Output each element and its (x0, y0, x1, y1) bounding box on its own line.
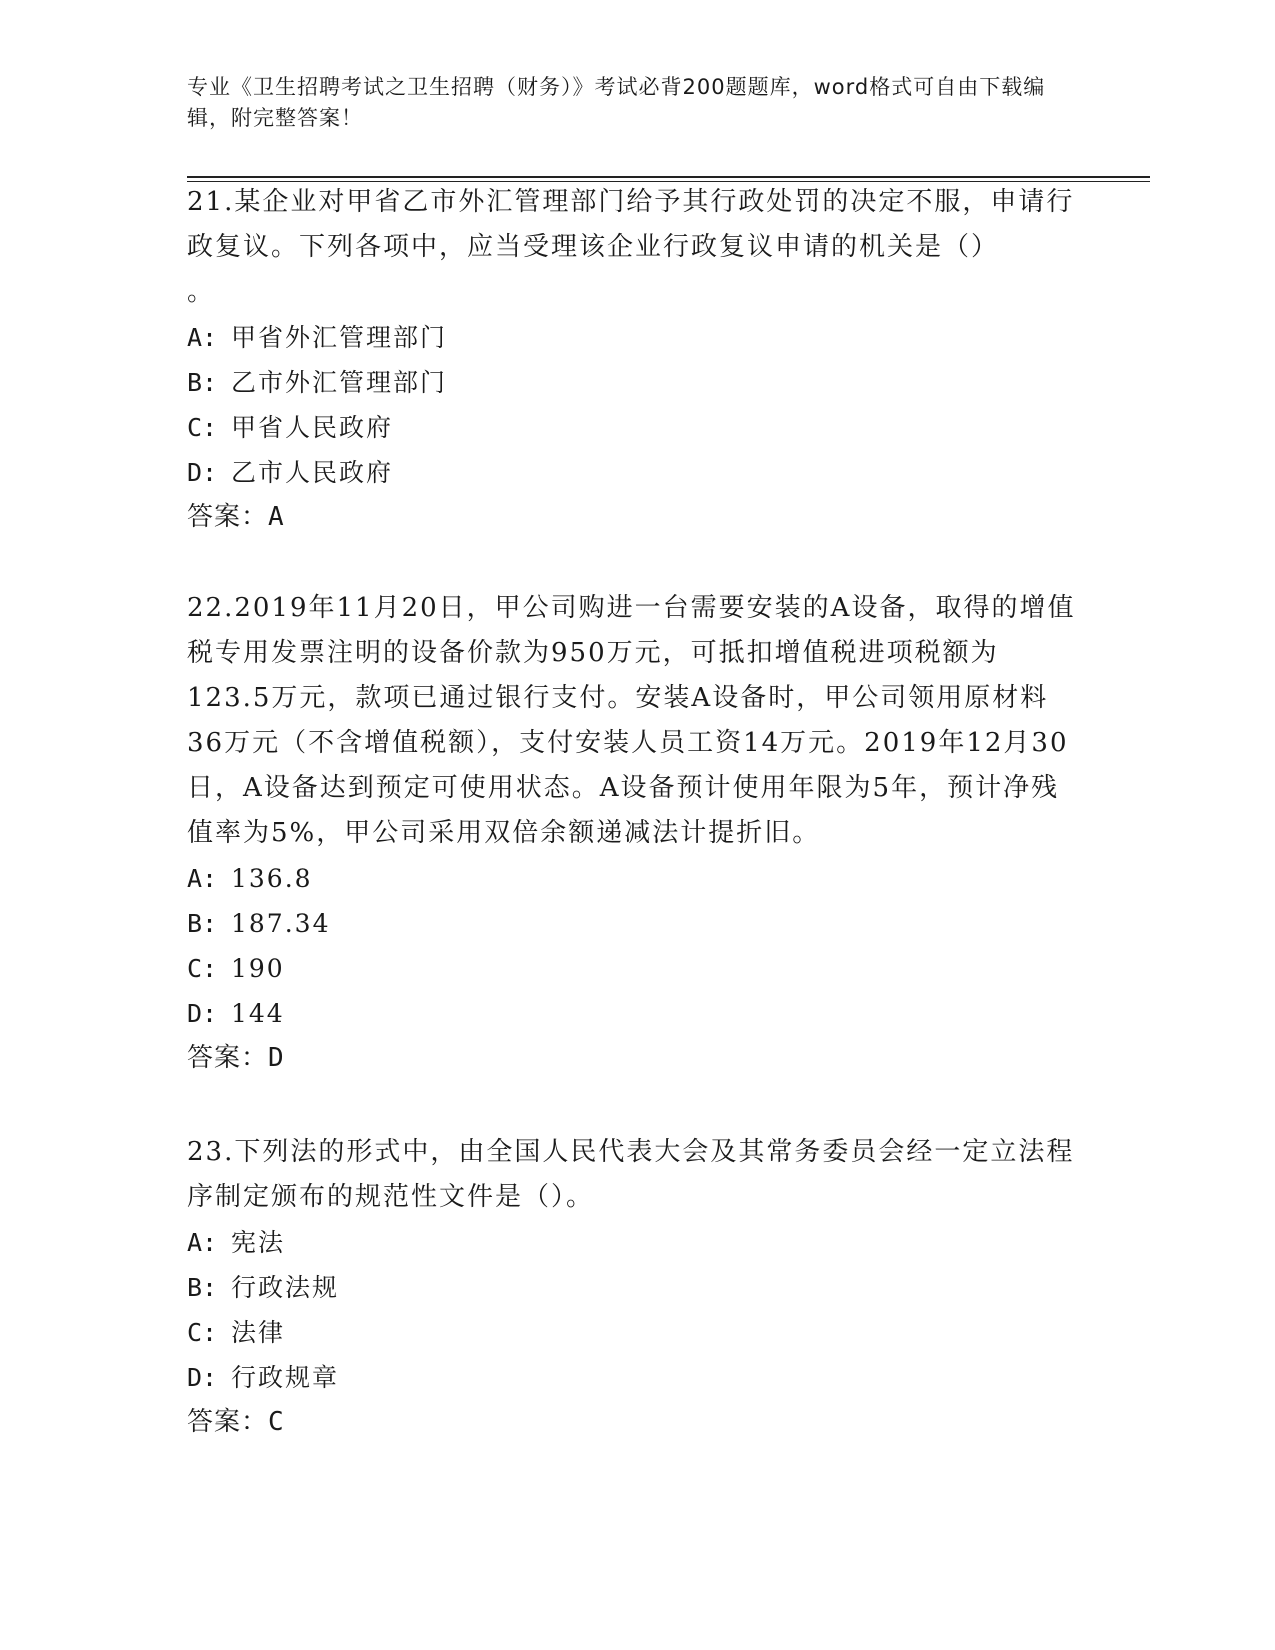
answer-value: A (268, 502, 285, 532)
answer-value: D (268, 1043, 285, 1073)
option-b (187, 1265, 1077, 1310)
option-key: A: (187, 323, 218, 352)
option-d (187, 991, 1077, 1036)
option-text: 144 (231, 999, 285, 1028)
option-a (187, 315, 1077, 360)
option-text: 行政规章 (231, 1363, 340, 1392)
answer-label: 答案： (187, 1407, 269, 1437)
document-header: 专业《卫生招聘考试之卫生招聘（财务）》考试必背200题题库，word格式可自由下载编辑，附完整答案！ (187, 75, 1046, 130)
option-c (187, 1310, 1077, 1355)
question-stem: 23.下列法的形式中，由全国人民代表大会及其常务委员会经一定立法程序制定颁布的规范性文件是（）。 (187, 1137, 1075, 1212)
question-23 (187, 1130, 1077, 1445)
option-b (187, 360, 1077, 405)
question-stem: 22.2019年11月20日，甲公司购进一台需要安装的A设备，取得的增值税专用发票注明的设备价款为950万元，可抵扣增值税进项税额为123.5万元，款项已通过银行支付。安装A设备时，甲公司领用原材料36万元（不含增值税额），支付安装人员工资14万元。2019年12月30日，A设备达到预定可使用状态。A设备预计使用年限为5年，预计净残值率为5%，甲公司采用双倍余额递减法计提折旧。 (187, 593, 1076, 848)
option-text: 行政法规 (231, 1273, 340, 1302)
option-text: 宪法 (231, 1228, 286, 1257)
option-d (187, 1355, 1077, 1400)
option-key: C: (187, 954, 218, 983)
question-stem-tail: 。 (187, 277, 216, 307)
option-key: D: (187, 999, 218, 1028)
answer-line (187, 495, 1077, 540)
option-text: 乙市外汇管理部门 (231, 368, 448, 397)
option-key: D: (187, 1363, 218, 1392)
option-key: A: (187, 1228, 218, 1257)
option-key: B: (187, 368, 218, 397)
option-b (187, 901, 1077, 946)
question-21 (187, 180, 1077, 540)
question-stem: 21.某企业对甲省乙市外汇管理部门给予其行政处罚的决定不服，申请行政复议。下列各项中，应当受理该企业行政复议申请的机关是（） (187, 187, 1075, 262)
option-text: 136.8 (231, 864, 313, 893)
option-text: 187.34 (231, 909, 331, 938)
option-text: 甲省人民政府 (231, 413, 394, 442)
option-text: 乙市人民政府 (231, 458, 394, 487)
option-key: B: (187, 909, 218, 938)
option-text: 190 (231, 954, 285, 983)
option-c (187, 946, 1077, 991)
option-text: 甲省外汇管理部门 (231, 323, 448, 352)
option-c (187, 405, 1077, 450)
option-a (187, 1220, 1077, 1265)
option-key: C: (187, 413, 218, 442)
option-key: C: (187, 1318, 218, 1347)
answer-label: 答案： (187, 502, 269, 532)
option-d (187, 450, 1077, 495)
option-key: B: (187, 1273, 218, 1302)
answer-line (187, 1400, 1077, 1445)
option-text: 法律 (231, 1318, 286, 1347)
option-key: D: (187, 458, 218, 487)
option-key: A: (187, 864, 218, 893)
answer-value: C (268, 1407, 285, 1437)
option-a (187, 856, 1077, 901)
question-22 (187, 586, 1077, 1081)
answer-line (187, 1036, 1077, 1081)
answer-label: 答案： (187, 1043, 269, 1073)
